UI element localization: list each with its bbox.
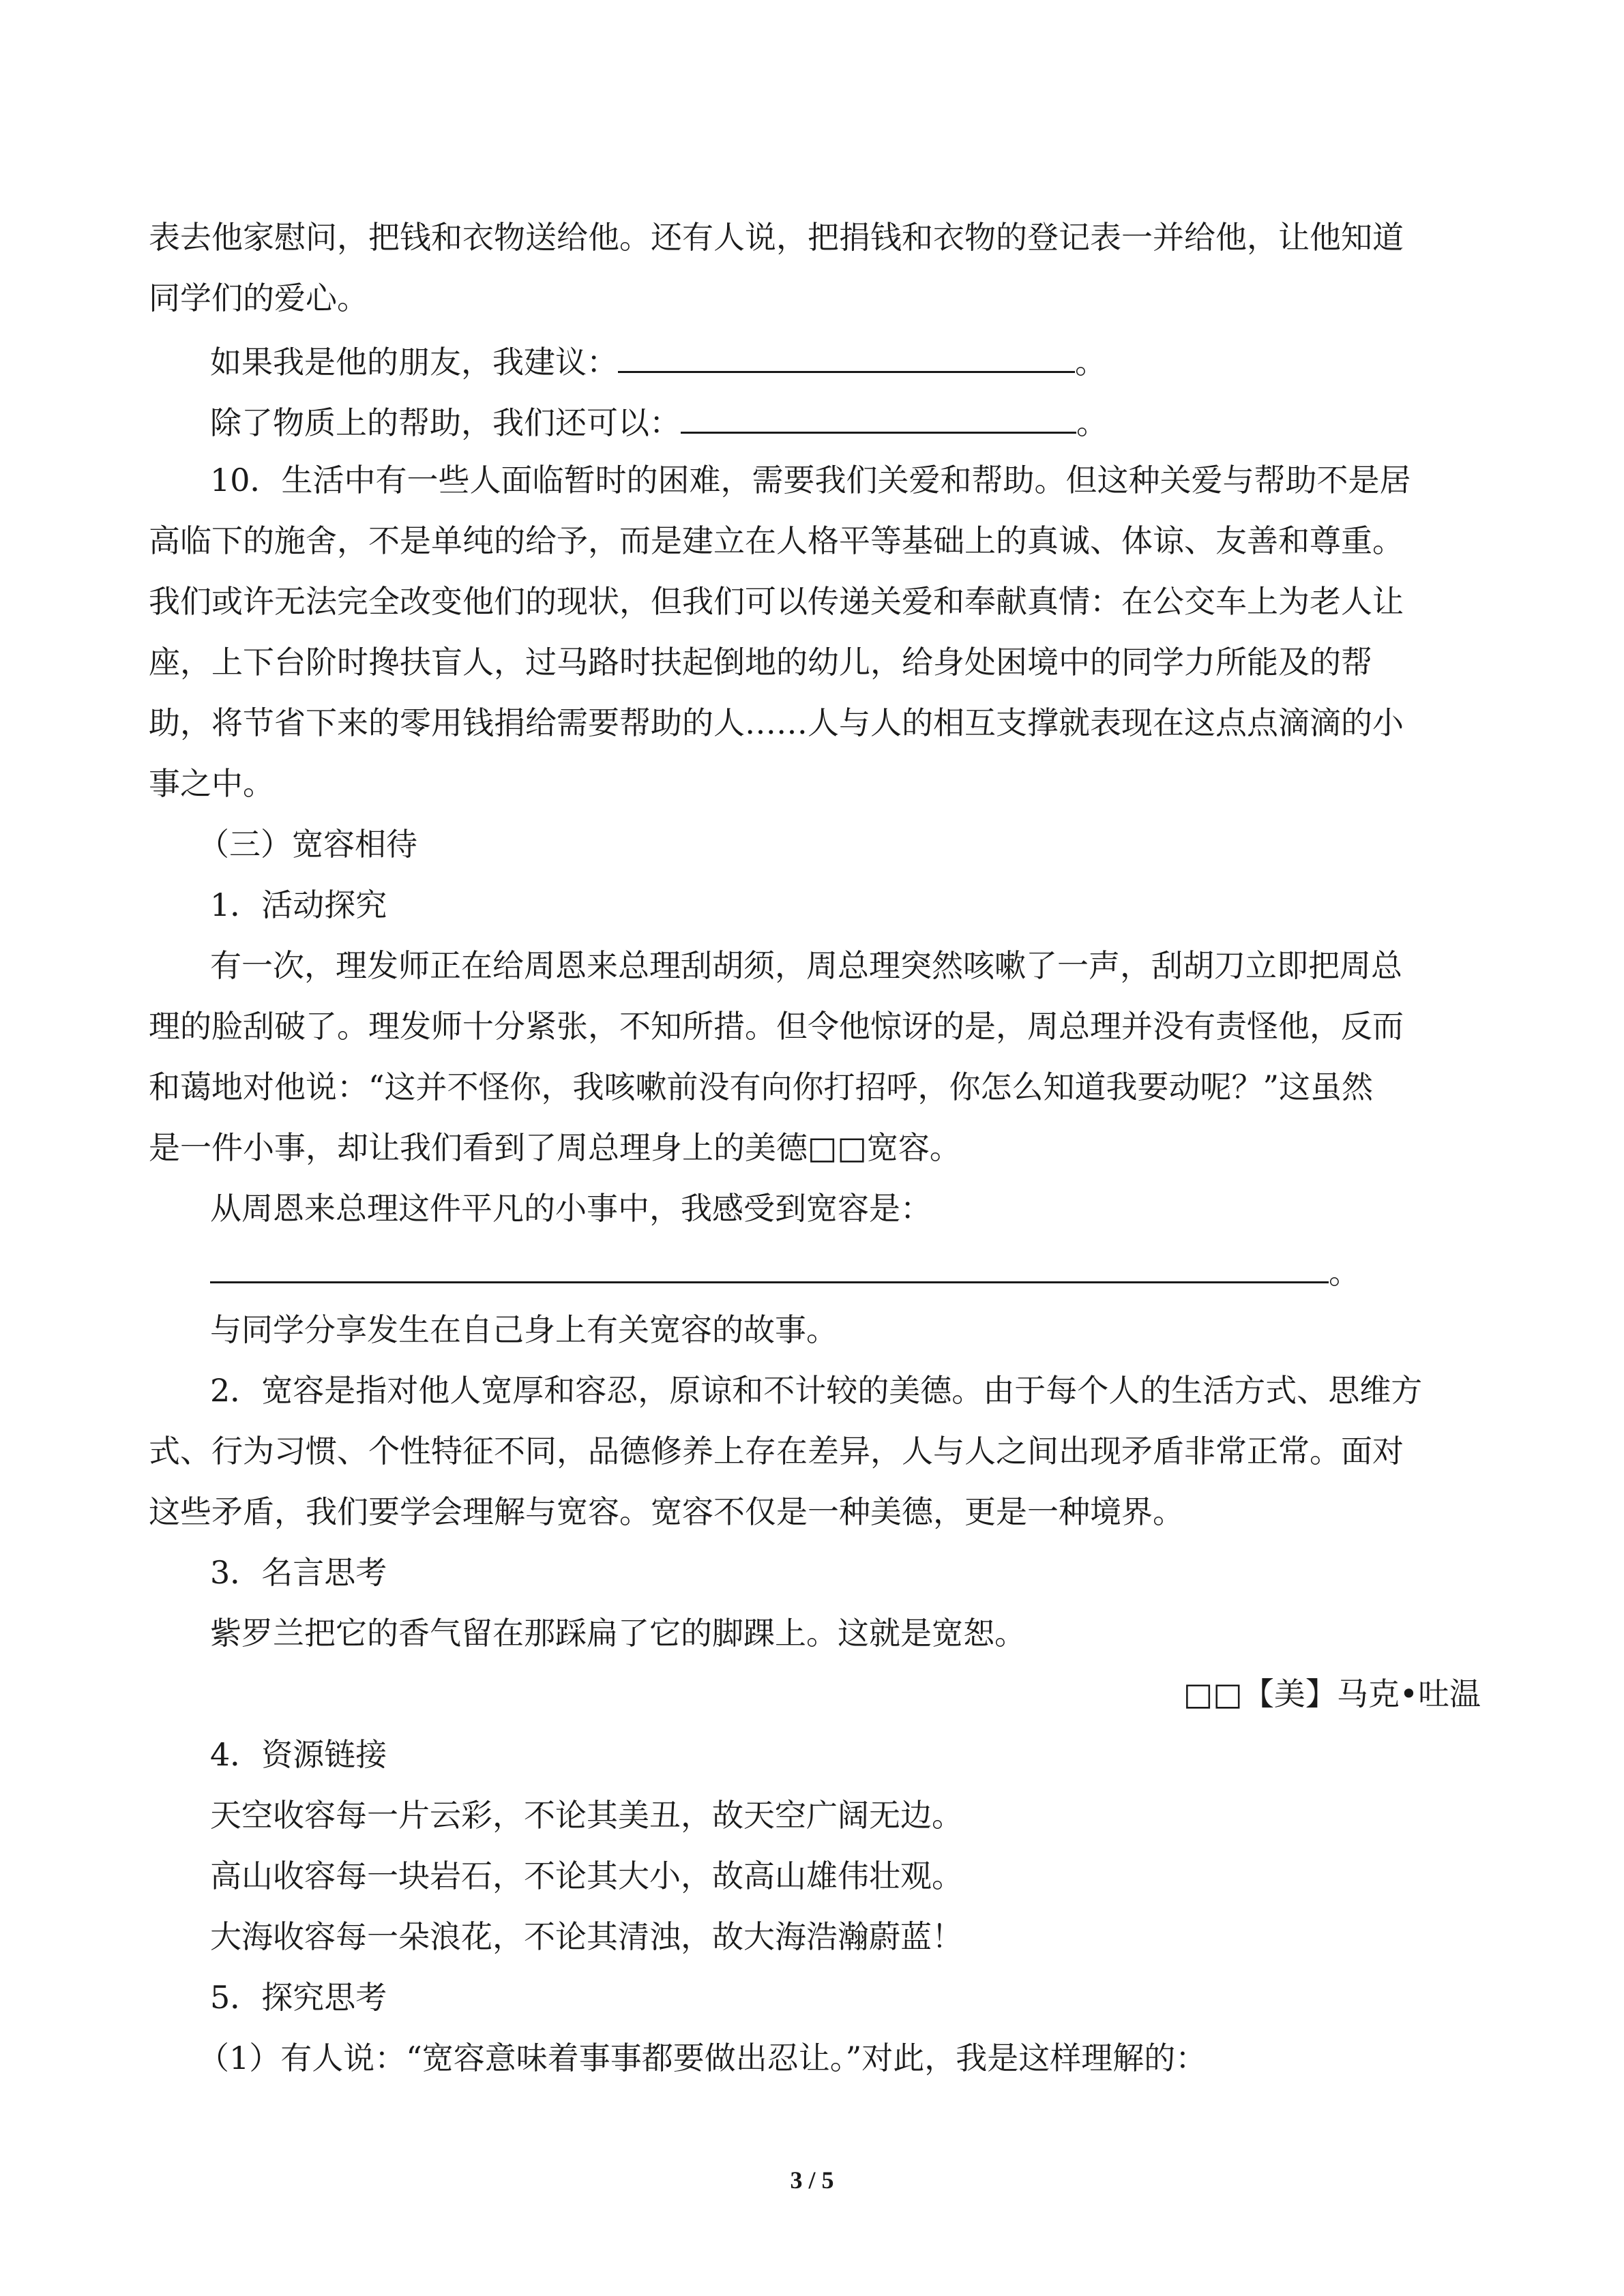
item-heading: 1．活动探究 <box>210 886 387 923</box>
question-text: （1）有人说：“宽容意味着事事都要做出忍让。”对此，我是这样理解的： <box>198 2040 1207 2076</box>
fill-in-suggestion <box>210 338 1624 383</box>
paragraph-line: 天空收容每一片云彩，不论其美丑，故天空广阔无边。 <box>210 1797 963 1834</box>
paragraph-line: 表去他家慰问，把钱和衣物送给他。还有人说，把捐钱和衣物的登记表一并给他，让他知道 <box>149 219 1404 256</box>
paragraph-line: 10．生活中有一些人面临暂时的困难，需要我们关爱和帮助。但这种关爱与帮助不是居 <box>210 462 1411 498</box>
paragraph-line: 和蔼地对他说：“这并不怪你，我咳嗽前没有向你打招呼，你怎么知道我要动呢？”这虽然 <box>149 1069 1374 1105</box>
page-number: 3 / 5 <box>790 2166 834 2194</box>
paragraph-line: 座，上下台阶时搀扶盲人，过马路时扶起倒地的幼儿，给身处困境中的同学力所能及的帮 <box>149 644 1372 681</box>
fill-in-prompt: 从周恩来总理这件平凡的小事中，我感受到宽容是： <box>210 1190 932 1227</box>
fill-in-end: 。 <box>1076 404 1108 441</box>
fill-in-label: 如果我是他的朋友，我建议： <box>210 344 618 381</box>
paragraph-line: 大海收容每一朵浪花，不论其清浊，故大海浩瀚蔚蓝！ <box>210 1918 963 1955</box>
paragraph-line: 2．宽容是指对他人宽厚和容忍，原谅和不计较的美德。由于每个人的生活方式、思维方 <box>210 1372 1423 1409</box>
fill-in-other-help <box>210 399 1624 443</box>
paragraph-line: 高临下的施舍，不是单纯的给予，而是建立在人格平等基础上的真诚、体谅、友善和尊重。 <box>149 522 1404 559</box>
quote-text: 紫罗兰把它的香气留在那踩扁了它的脚踝上。这就是宽恕。 <box>210 1615 1026 1652</box>
paragraph-line: 是一件小事，却让我们看到了周总理身上的美德□□宽容。 <box>149 1129 961 1166</box>
fill-in-end: 。 <box>1075 344 1106 381</box>
answer-blank-tolerance[interactable] <box>210 1249 1329 1283</box>
answer-blank-other-help[interactable] <box>681 399 1076 434</box>
paragraph-line: 式、行为习惯、个性特征不同，品德修养上存在差异，人与人之间出现矛盾非常正常。面对 <box>149 1433 1404 1470</box>
item-heading: 4．资源链接 <box>210 1736 387 1773</box>
paragraph-line: 理的脸刮破了。理发师十分紧张，不知所措。但令他惊讶的是，周总理并没有责怪他，反而 <box>149 1008 1404 1045</box>
fill-in-tolerance <box>210 1249 1624 1293</box>
fill-in-end: 。 <box>1329 1254 1360 1291</box>
paragraph-line: 同学们的爱心。 <box>149 280 368 316</box>
paragraph-line: 有一次，理发师正在给周恩来总理刮胡须，周总理突然咳嗽了一声，刮胡刀立即把周总 <box>210 947 1402 984</box>
paragraph-line: 助，将节省下来的零用钱捐给需要帮助的人……人与人的相互支撑就表现在这点点滴滴的小 <box>149 704 1404 741</box>
section-heading: （三）宽容相待 <box>198 826 417 863</box>
paragraph-line: 我们或许无法完全改变他们的现状，但我们可以传递关爱和奉献真情：在公交车上为老人让 <box>149 583 1404 620</box>
paragraph-line: 高山收容每一块岩石，不论其大小，故高山雄伟壮观。 <box>210 1858 963 1894</box>
paragraph-line: 事之中。 <box>149 765 274 802</box>
answer-blank-suggestion[interactable] <box>618 338 1075 373</box>
fill-in-label: 除了物质上的帮助，我们还可以： <box>210 404 681 441</box>
item-heading: 5．探究思考 <box>210 1979 387 2016</box>
item-heading: 3．名言思考 <box>210 1554 387 1591</box>
paragraph-line: 与同学分享发生在自己身上有关宽容的故事。 <box>210 1311 838 1348</box>
paragraph-line: 这些矛盾，我们要学会理解与宽容。宽容不仅是一种美德，更是一种境界。 <box>149 1493 1184 1530</box>
quote-author: □□【美】马克•吐温 <box>1183 1675 1481 1712</box>
